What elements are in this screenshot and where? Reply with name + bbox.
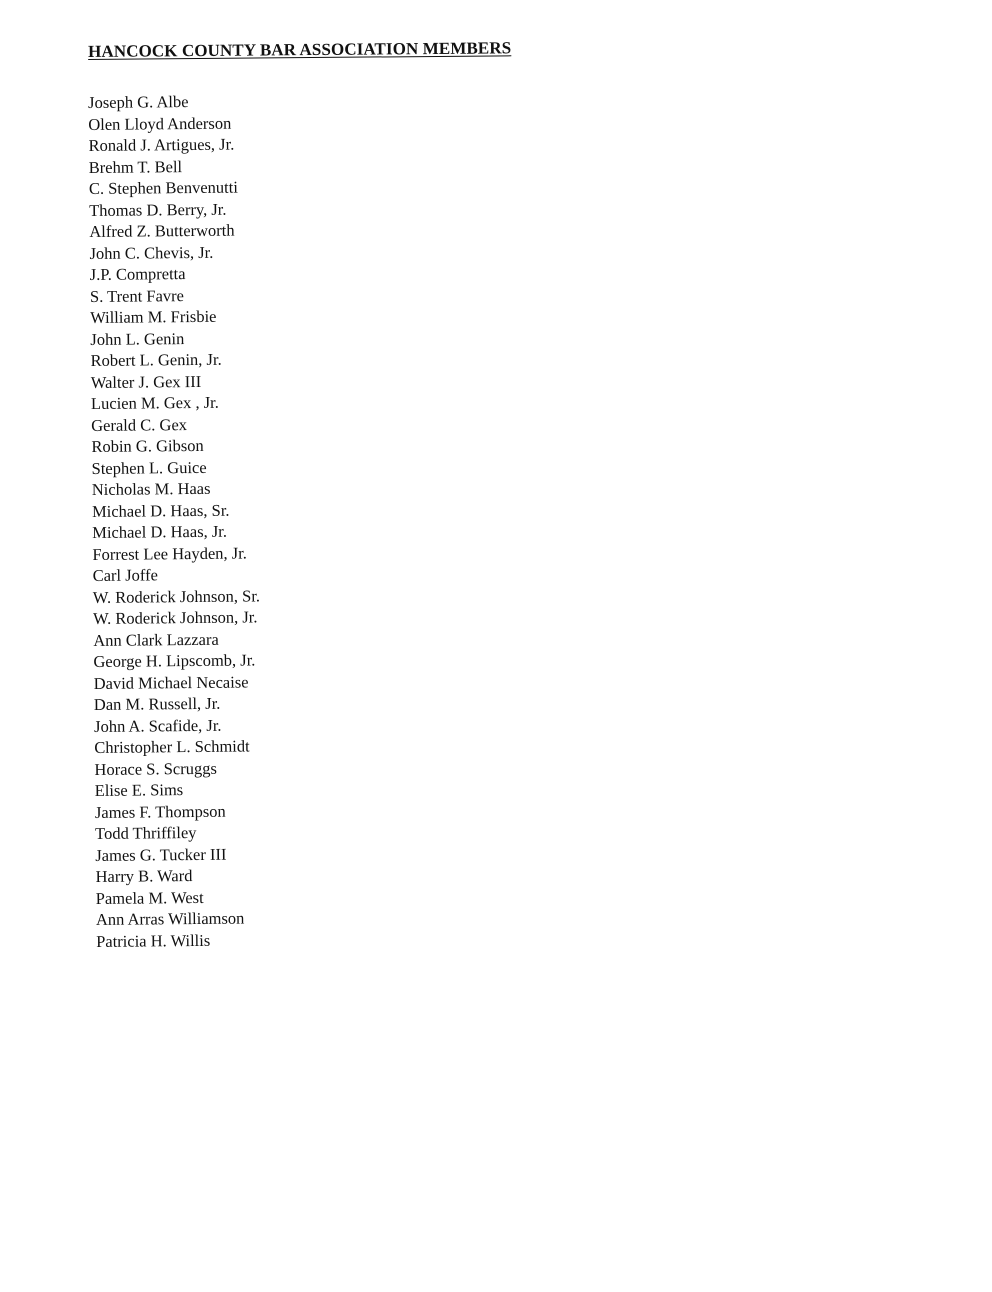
- member-name: George H. Lipscomb, Jr.: [93, 650, 256, 671]
- member-name: Robin G. Gibson: [91, 435, 204, 456]
- member-name: Olen Lloyd Anderson: [88, 113, 232, 134]
- member-name: Todd Thriffiley: [95, 822, 197, 843]
- member-name: Michael D. Haas, Sr.: [91, 500, 230, 521]
- member-name: W. Roderick Johnson, Sr.: [92, 585, 261, 607]
- member-name: Patricia H. Willis: [96, 930, 211, 951]
- member-name: Stephen L. Guice: [91, 457, 207, 478]
- member-name: Brehm T. Bell: [88, 156, 183, 177]
- member-name: Thomas D. Berry, Jr.: [89, 199, 227, 220]
- member-name: Nicholas M. Haas: [91, 478, 211, 499]
- member-name: Pamela M. West: [95, 887, 204, 908]
- member-name: James F. Thompson: [94, 801, 226, 822]
- member-name: William M. Frisbie: [90, 306, 217, 327]
- member-name: Harry B. Ward: [95, 866, 193, 886]
- member-name: S. Trent Favre: [89, 285, 185, 306]
- member-name: Ronald J. Artigues, Jr.: [88, 134, 235, 155]
- member-name: C. Stephen Benvenutti: [88, 177, 238, 198]
- member-name: Robert L. Genin, Jr.: [90, 349, 222, 370]
- member-name: Elise E. Sims: [94, 780, 184, 800]
- document-title: HANCOCK COUNTY BAR ASSOCIATION MEMBERS: [88, 38, 512, 61]
- member-name: Ann Clark Lazzara: [93, 629, 219, 650]
- member-name: Christopher L. Schmidt: [94, 736, 250, 757]
- member-name: Lucien M. Gex , Jr.: [90, 392, 219, 413]
- member-name: John L. Genin: [90, 328, 185, 349]
- member-name: Carl Joffe: [92, 565, 158, 585]
- member-name: James G. Tucker III: [95, 844, 227, 865]
- member-name: Dan M. Russell, Jr.: [93, 693, 221, 714]
- member-list: [88, 90, 263, 952]
- member-name: Michael D. Haas, Jr.: [92, 521, 228, 542]
- member-name: J.P. Compretta: [89, 264, 186, 284]
- member-name: Alfred Z. Butterworth: [89, 220, 235, 241]
- member-name: Ann Arras Williamson: [95, 908, 245, 929]
- member-name: Joseph G. Albe: [88, 92, 189, 112]
- member-name: Horace S. Scruggs: [94, 758, 217, 779]
- member-name: John A. Scafide, Jr.: [93, 715, 222, 736]
- member-name: Gerald C. Gex: [91, 414, 188, 435]
- member-name: W. Roderick Johnson, Jr.: [92, 607, 258, 628]
- member-name: Forrest Lee Hayden, Jr.: [92, 542, 247, 564]
- member-name: David Michael Necaise: [93, 671, 249, 693]
- member-name: John C. Chevis, Jr.: [89, 242, 214, 263]
- member-name: Walter J. Gex III: [90, 371, 202, 392]
